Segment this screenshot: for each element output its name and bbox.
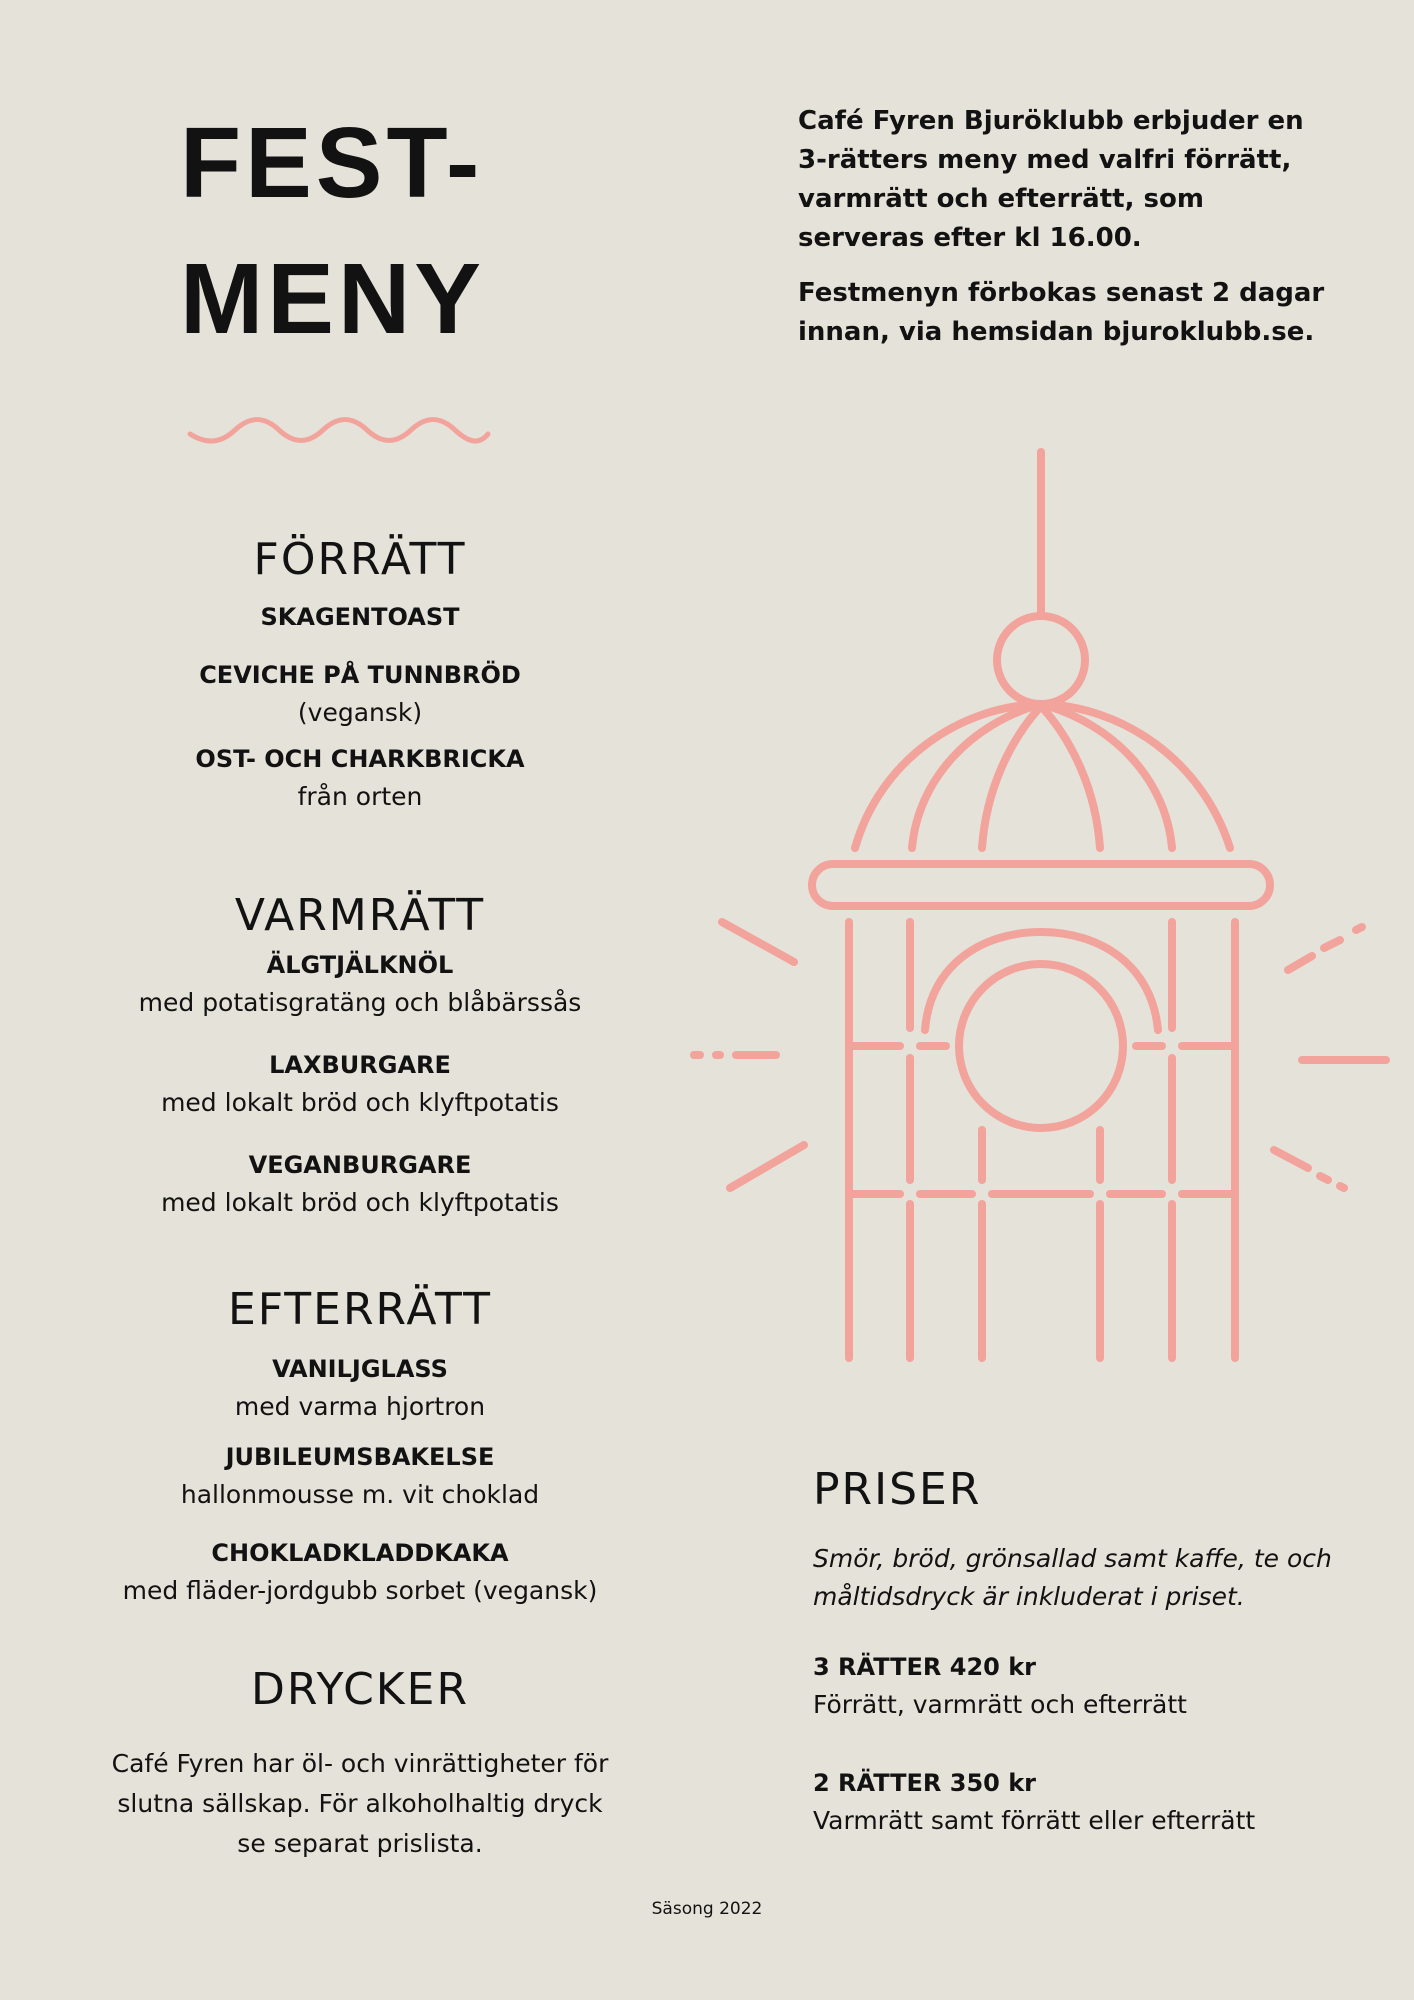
dish-desc: med fläder-jordgubb sorbet (vegansk) <box>122 1576 598 1605</box>
dish-name: ÄLGTJÄLKNÖL <box>266 951 454 979</box>
dish-name: LAXBURGARE <box>269 1051 451 1079</box>
forratt-title: FÖRRÄTT <box>253 534 467 585</box>
dish-desc: med lokalt bröd och klyftpotatis <box>161 1188 559 1217</box>
varmratt-title: VARMRÄTT <box>234 890 486 941</box>
dish-desc: med varma hjortron <box>234 1392 486 1421</box>
section-priser <box>813 1460 1343 1840</box>
dish-desc: från orten <box>297 782 423 811</box>
section-efterratt <box>100 1280 620 1610</box>
dish-name: VEGANBURGARE <box>248 1151 472 1179</box>
title-line-2: MENY <box>180 243 485 355</box>
drycker-title: DRYCKER <box>250 1664 470 1715</box>
dish-name: VANILJGLASS <box>272 1355 448 1383</box>
dish-name: CEVICHE PÅ TUNNBRÖD <box>199 661 521 689</box>
dish-name: SKAGENTOAST <box>260 603 460 631</box>
section-forratt <box>110 530 610 816</box>
section-varmratt <box>100 886 620 1222</box>
title-line-1: FEST- <box>180 107 484 219</box>
page-title <box>180 95 550 367</box>
price-desc: Varmrätt samt förrätt eller efterrätt <box>813 1806 1256 1835</box>
dish-name: JUBILEUMSBAKELSE <box>225 1443 495 1471</box>
intro-text <box>798 102 1328 368</box>
dish-desc: hallonmousse m. vit choklad <box>180 1480 540 1509</box>
dish-desc: med lokalt bröd och klyftpotatis <box>161 1088 559 1117</box>
priser-note: Smör, bröd, grönsallad samt kaffe, te och måltidsdryck är inkluderat i priset. <box>813 1544 1332 1611</box>
intro-paragraph-1: Café Fyren Bjuröklubb erbjuder en 3-rätters meny med valfri förrätt, varmrätt och efterrätt, som serveras efter kl 16.00. <box>798 106 1304 253</box>
dish-desc: (vegansk) <box>297 698 423 727</box>
dish-name: CHOKLADKLADDKAKA <box>211 1539 509 1567</box>
efterratt-title: EFTERRÄTT <box>227 1284 493 1335</box>
wave-divider-icon <box>186 410 492 450</box>
dish-name: OST- OCH CHARKBRICKA <box>195 745 525 773</box>
lighthouse-lantern-icon <box>680 440 1400 1380</box>
price-name: 3 RÄTTER 420 kr <box>813 1653 1037 1681</box>
priser-title: PRISER <box>813 1464 982 1515</box>
price-desc: Förrätt, varmrätt och efterrätt <box>813 1690 1187 1719</box>
drycker-text: Café Fyren har öl- och vinrättigheter för slutna sällskap. För alkoholhaltig dryck se separat prislista. <box>111 1749 609 1858</box>
dish-desc: med potatisgratäng och blåbärssås <box>138 988 582 1017</box>
intro-paragraph-2: Festmenyn förbokas senast 2 dagar innan, via hemsidan bjuroklubb.se. <box>798 278 1325 347</box>
season-footer: Säsong 2022 <box>651 1899 763 1919</box>
price-name: 2 RÄTTER 350 kr <box>813 1769 1037 1797</box>
section-drycker <box>100 1660 620 1864</box>
